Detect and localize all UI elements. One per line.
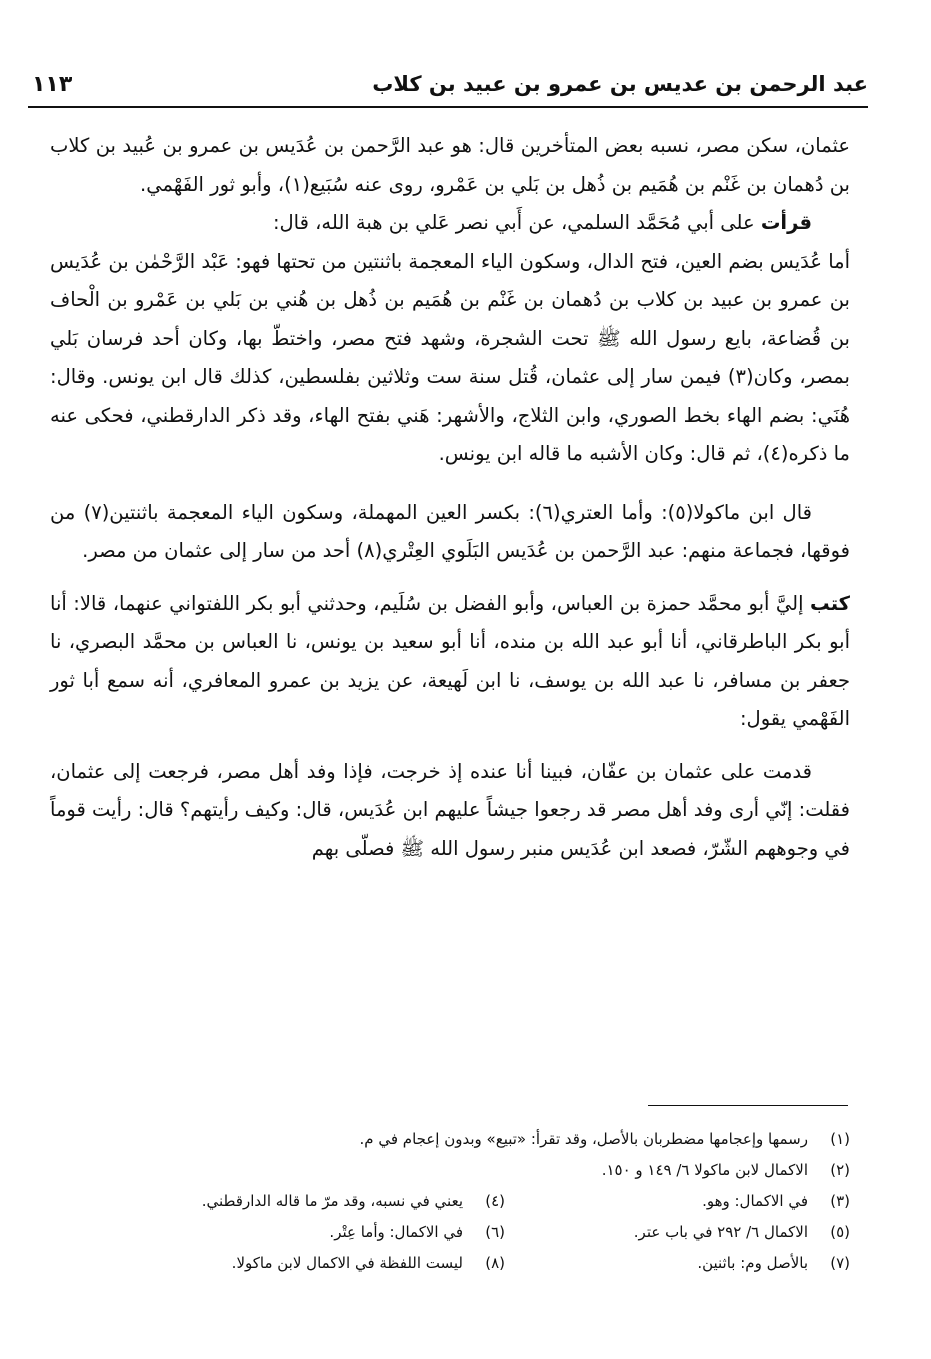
paragraph-text: إليَّ أبو محمَّد حمزة بن العباس، وأبو الفضل بن سُلَيم، وحدثني أبو بكر اللفتواني عنهما، قالا: أنا أبو بكر الباطرقاني، أنا أبو عبد الله بن منده، أنا أبو سعيد بن يونس، نا العباس بن محمَّد البصري، نا جعفر بن مسافر، نا عبد الله بن يوسف، نا ابن لَهيعة، عن يزيد بن عمرو المعافري، أنه سمع أبا ثور الفَهْمي يقول: [50,591,850,730]
paragraph [50,494,850,571]
footnote-text: بالأصل وم: باثنين. [697,1254,808,1272]
main-text [50,127,850,868]
footnote-text: في الاكمال: وأما عِتْر. [329,1223,463,1241]
paragraph-lead: قرأت [760,211,812,234]
footnotes [150,1124,850,1279]
footnote [155,1186,505,1217]
footnote-number: (٧) [830,1254,850,1272]
footnote-number: (٢) [830,1161,850,1179]
footnote-text: الاكمال ٦/ ٢٩٢ في باب عتر. [633,1223,808,1241]
footnote-number: (٣) [830,1192,850,1210]
footnote-number: (١) [830,1130,850,1148]
footnote [505,1248,850,1279]
footnote-number: (٥) [830,1223,850,1241]
page-number: ١١٣ [32,72,73,97]
footnote-text: في الاكمال: وهو. [702,1192,808,1210]
footnote-text: الاكمال لابن ماكولا ٦/ ١٤٩ و ١٥٠. [601,1161,808,1179]
footnote-row [150,1124,850,1155]
footnote-number: (٨) [485,1254,505,1272]
paragraph-text: أما عُدَيس بضم العين، فتح الدال، وسكون الياء المعجمة باثنتين من تحتها فهو: عَبْد الرَّحْمٰن بن عُدَيس بن عمرو بن عبيد بن كلاب بن دُهمان بن غَنْم بن هُمَيم بن ذُهل بن هُني بن بَلي بن عَمْرو بن الْحاف بن قُضاعة، بايع رسول الله ﷺ تحت الشجرة، وشهد فتح مصر، واختطّ بها، وكان أحد فرسان بَلي بمصر، وكان(٣) فيمن سار إلى عثمان، قُتل سنة ست وثلاثين بفلسطين، كذلك قال ابن يونس. وقال: هُنَي: بضم الهاء بخط الصوري، وابن الثلاج، والأشهر: هَني بفتح الهاء، وقد ذكر الدارقطني، فحكى عنه ما ذكره(٤)، ثم قال: وكان الأشبه ما قاله ابن يونس. [50,249,850,465]
footnote-number: (٦) [485,1223,505,1241]
paragraph [50,753,850,869]
paragraph [50,585,850,739]
footnote [505,1217,850,1248]
footnote-row [150,1186,850,1217]
footnote [155,1248,505,1279]
footnote [360,1124,850,1155]
running-title: عبد الرحمن بن عديس بن عمرو بن عبيد بن كلاب [372,72,868,96]
paragraph [50,204,850,243]
footnote-text: ليست اللفظة في الاكمال لابن ماكولا. [231,1254,463,1272]
footnote-row [150,1248,850,1279]
paragraph [50,243,850,474]
footnote-text: يعني في نسبه، وقد مرّ ما قاله الدارقطني. [201,1192,463,1210]
footnote [155,1217,505,1248]
paragraph [50,127,850,204]
paragraph-text: عثمان، سكن مصر، نسبه بعض المتأخرين قال: هو عبد الرَّحمن بن عُدَيس بن عمرو بن عُبيد بن كلاب بن دُهمان بن غَنْم بن هُمَيم بن ذُهل بن بَلي بن عَمْرو، روى عنه سُبَيع(١)، وأبو ثور الفَهْمي. [50,134,850,196]
footnote-text: رسمها وإعجامها مضطربان بالأصل، وقد تقرأ: «تبيع» وبدون إعجام في م. [359,1130,808,1148]
page-header [28,70,868,108]
footnote-row [150,1217,850,1248]
footnote-divider [648,1105,848,1106]
paragraph-text: على أبي مُحَمَّد السلمي، عن أَبي نصر عَلي بن هبة الله، قال: [272,211,761,234]
paragraph-text: قدمت على عثمان بن عفّان، فبينا أنا عنده إذ خرجت، فإذا وفد أهل مصر، فرجعت إلى عثمان، فقلت: إنّي أرى وفد أهل مصر قد رجعوا جيشاً عليهم ابن عُدَيس، قال: وكيف رأيتهم؟ قال: رأيت قوماً في وجوههم الشّرّ، فصعد ابن عُدَيس منبر رسول الله ﷺ فصلّى بهم [50,759,850,860]
footnote-row [150,1155,850,1186]
footnote [505,1186,850,1217]
paragraph-lead: كتب [810,591,850,615]
footnote [602,1155,850,1186]
footnote-number: (٤) [485,1192,505,1210]
paragraph-text: قال ابن ماكولا(٥): وأما العتري(٦): بكسر العين المهملة، وسكون الياء المعجمة باثنتين(٧) من فوقها، فجماعة منهم: عبد الرَّحمن بن عُدَيس البَلَوي العِتْري(٨) أحد من سار إلى عثمان من مصر. [50,500,850,562]
